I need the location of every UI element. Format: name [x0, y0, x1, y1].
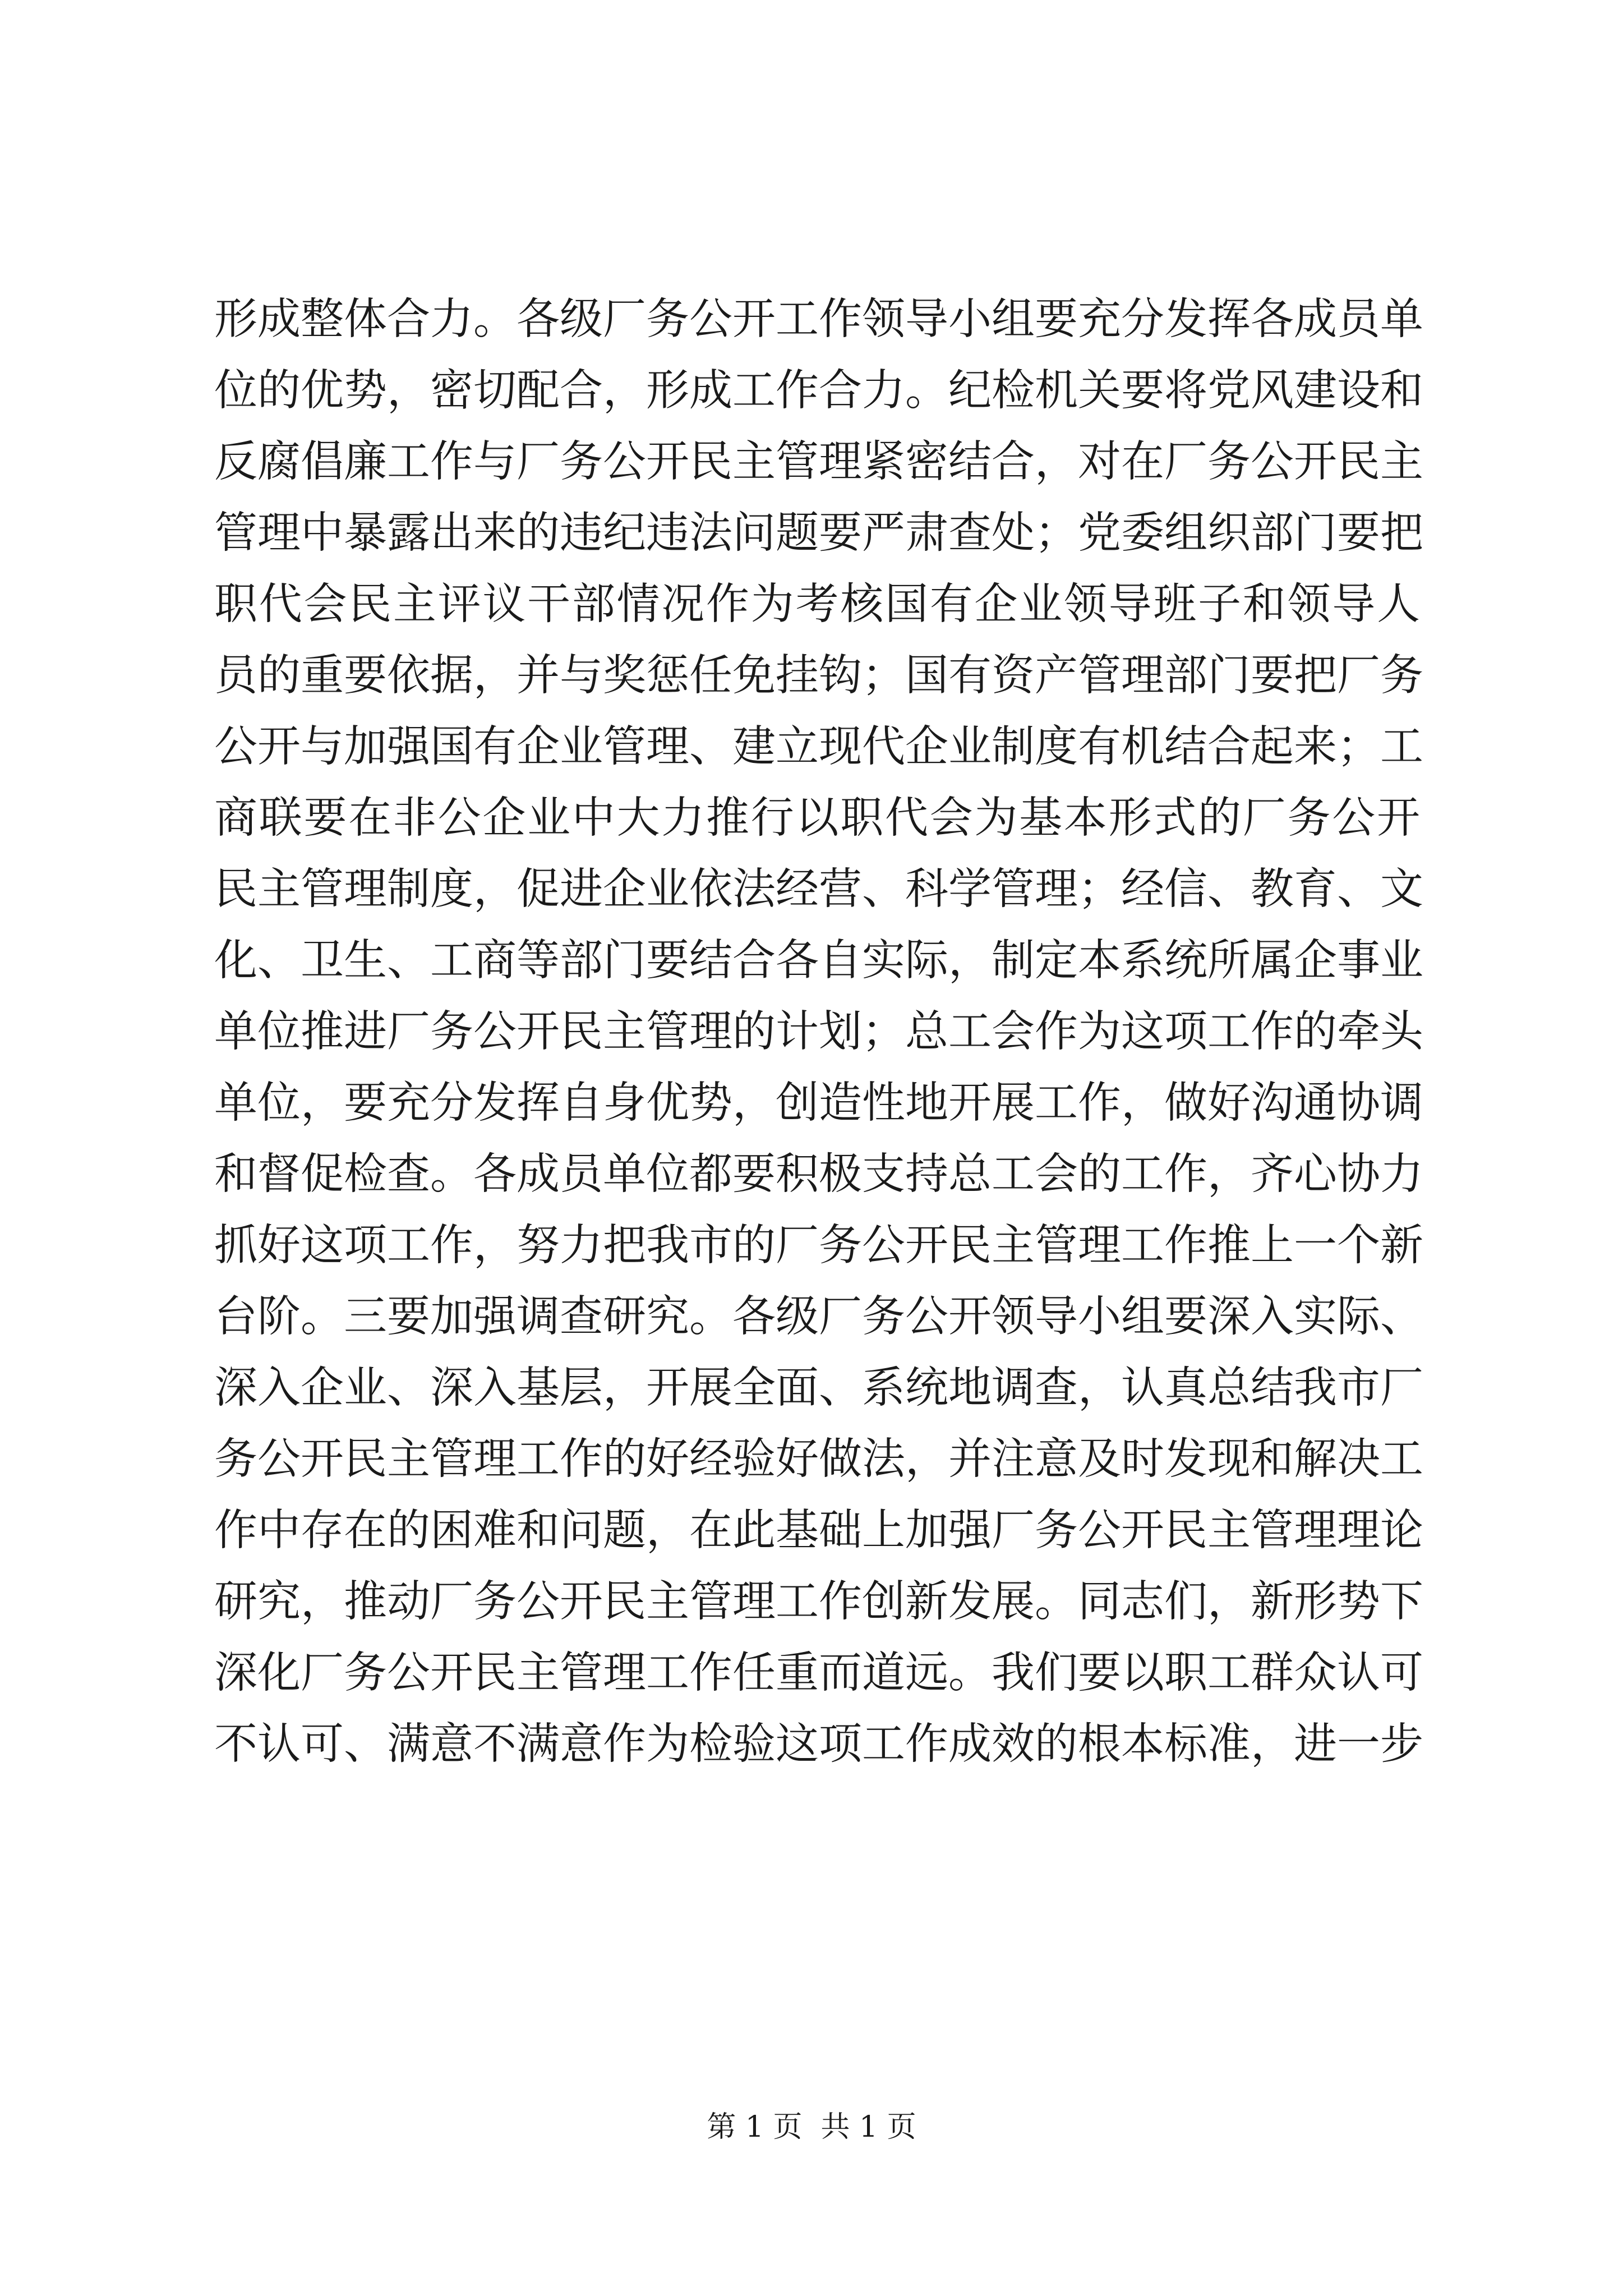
text-line: 研究，推动厂务公开民主管理工作创新发展。同志们，新形势下 [214, 1577, 1423, 1627]
text-line: 作中存在的困难和问题，在此基础上加强厂务公开民主管理理论 [214, 1506, 1423, 1556]
text-line: 深化厂务公开民主管理工作任重而道远。我们要以职工群众认可 [214, 1648, 1423, 1698]
page-number-label: 第 1 页 共 1 页 [707, 2110, 916, 2144]
text-line: 公开与加强国有企业管理、建立现代企业制度有机结合起来；工 [214, 722, 1423, 772]
text-line: 员的重要依据，并与奖惩任免挂钩；国有资产管理部门要把厂务 [214, 651, 1423, 701]
text-line: 抓好这项工作，努力把我市的厂务公开民主管理工作推上一个新 [214, 1221, 1423, 1271]
text-line: 管理中暴露出来的违纪违法问题要严肃查处；党委组织部门要把 [214, 508, 1423, 558]
text-line: 深入企业、深入基层，开展全面、系统地调查，认真总结我市厂 [214, 1363, 1423, 1413]
text-line: 形成整体合力。各级厂务公开工作领导小组要充分发挥各成员单 [214, 295, 1423, 344]
text-line: 和督促检查。各成员单位都要积极支持总工会的工作，齐心协力 [214, 1149, 1423, 1199]
text-line: 职代会民主评议干部情况作为考核国有企业领导班子和领导人 [214, 579, 1420, 629]
text-line: 单位，要充分发挥自身优势，创造性地开展工作，做好沟通协调 [214, 1078, 1423, 1128]
text-line: 反腐倡廉工作与厂务公开民主管理紧密结合，对在厂务公开民主 [214, 437, 1423, 487]
body-text [214, 284, 1423, 1780]
text-line: 民主管理制度，促进企业依法经营、科学管理；经信、教育、文 [214, 864, 1423, 914]
page-footer [0, 2110, 1623, 2144]
text-line: 台阶。三要加强调查研究。各级厂务公开领导小组要深入实际、 [214, 1292, 1423, 1342]
text-line: 不认可、满意不满意作为检验这项工作成效的根本标准，进一步 [214, 1719, 1423, 1769]
text-line: 化、卫生、工商等部门要结合各自实际，制定本系统所属企事业 [214, 936, 1423, 986]
text-line: 务公开民主管理工作的好经验好做法，并注意及时发现和解决工 [214, 1434, 1423, 1484]
text-line: 单位推进厂务公开民主管理的计划；总工会作为这项工作的牵头 [214, 1007, 1423, 1057]
text-line: 位的优势，密切配合，形成工作合力。纪检机关要将党风建设和 [214, 366, 1423, 416]
text-line: 商联要在非公企业中大力推行以职代会为基本形式的厂务公开 [214, 793, 1420, 843]
